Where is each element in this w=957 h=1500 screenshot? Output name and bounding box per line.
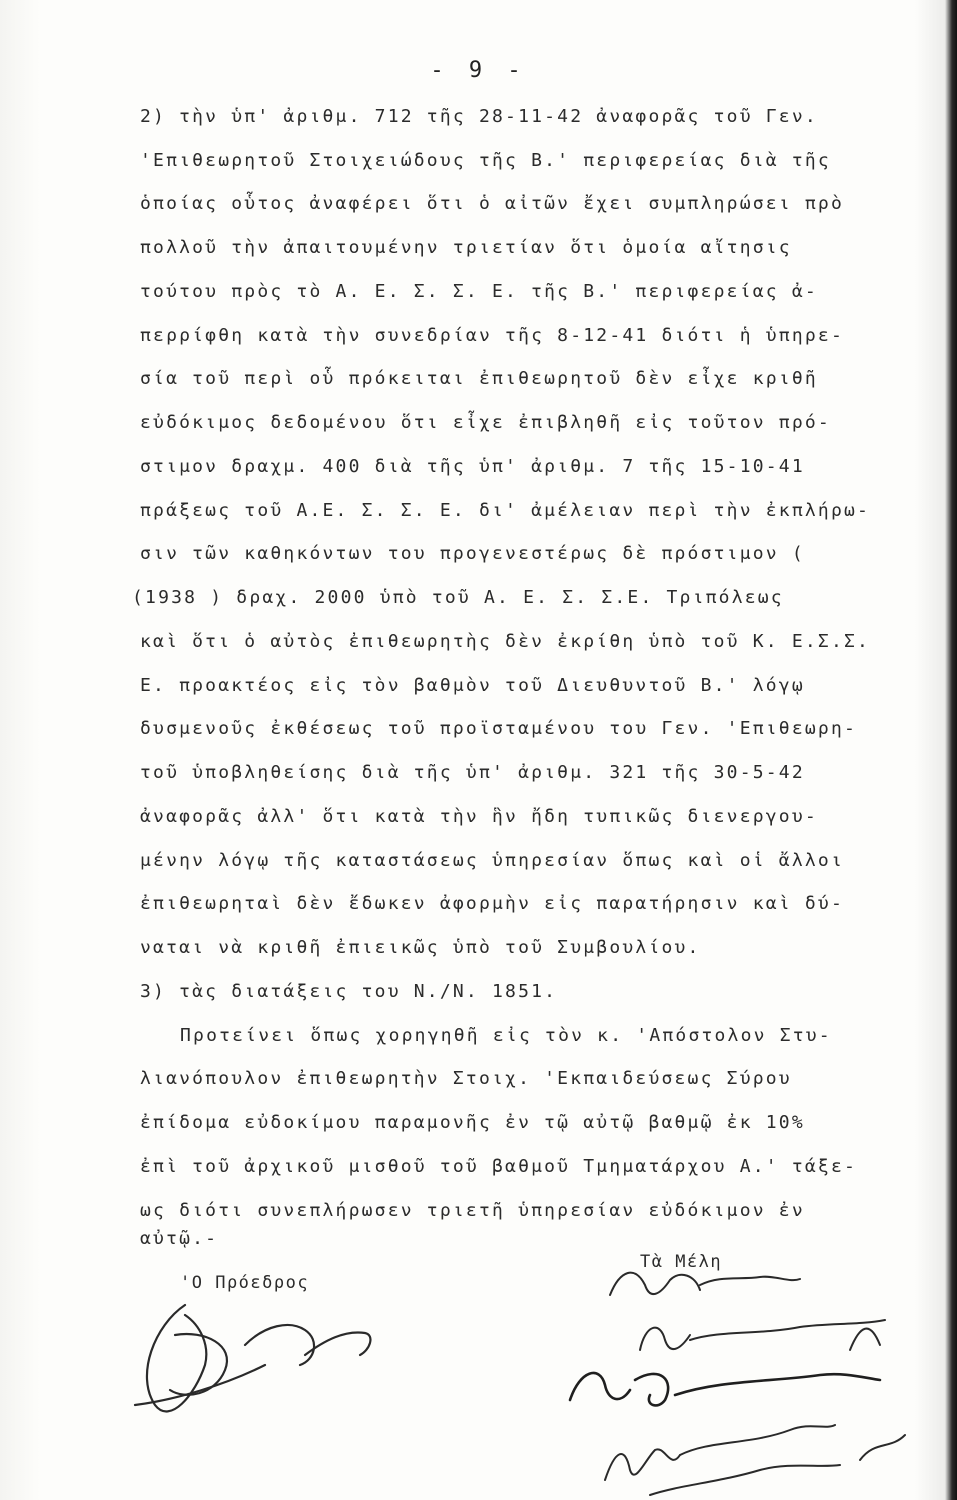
body-line: τούτου πρὸς τὸ Α. Ε. Σ. Σ. Ε. τῆς Β.' περιφερείας ἀ- (140, 281, 818, 302)
body-line: λιανόπουλον ἐπιθεωρητὴν Στοιχ. 'Εκπαιδεύσεως Σύρου (140, 1068, 792, 1089)
body-line: Προτείνει ὅπως χορηγηθῆ εἰς τὸν κ. 'Απόστολον Στυ- (180, 1025, 832, 1046)
body-line: καὶ ὅτι ὁ αὐτὸς ἐπιθεωρητὴς δὲν ἐκρίθη ὑπὸ τοῦ Κ. Ε.Σ.Σ. (140, 631, 871, 652)
body-line: ἐπίδομα εὐδοκίμου παραμονῆς ἐν τῷ αὐτῷ βαθμῷ ἐκ 10% (140, 1112, 805, 1133)
body-line: σιν τῶν καθηκόντων του προγενεστέρως δὲ πρόστιμον ( (140, 543, 805, 564)
body-line: πράξεως τοῦ Α.Ε. Σ. Σ. Ε. δι' ἀμέλειαν περὶ τὴν ἐκπλήρω- (140, 500, 871, 521)
body-line: στιμον δραχμ. 400 διὰ τῆς ὑπ' ἀριθμ. 7 τῆς 15-10-41 (140, 456, 805, 477)
body-line: περρίφθη κατὰ τὴν συνεδρίαν τῆς 8-12-41 διότι ἡ ὑπηρε- (140, 325, 844, 346)
body-line: εὐδόκιμος δεδομένου ὅτι εἶχε ἐπιβληθῆ εἰς τοῦτον πρό- (140, 412, 831, 433)
body-line: τοῦ ὑποβληθείσης διὰ τῆς ὑπ' ἀριθμ. 321 τῆς 30-5-42 (140, 762, 805, 783)
members-label: Τὰ Μέλη (640, 1252, 723, 1272)
body-line: (1938 ) δραχ. 2000 ὑπὸ τοῦ Α. Ε. Σ. Σ.Ε. Τριπόλεως (132, 587, 784, 608)
body-line: ἐπιθεωρηταὶ δὲν ἔδωκεν ἀφορμὴν εἰς παρατήρησιν καὶ δύ- (140, 893, 844, 914)
body-line: 2) τὴν ὑπ' ἀριθμ. 712 τῆς 28-11-42 ἀναφορᾶς τοῦ Γεν. (140, 106, 818, 127)
body-line: 3) τὰς διατάξεις του Ν./Ν. 1851. (140, 981, 558, 1002)
president-label: 'Ο Πρόεδρος (180, 1273, 310, 1293)
body-line: δυσμενοῦς ἐκθέσεως τοῦ προϊσταμένου του Γεν. 'Επιθεωρη- (140, 718, 858, 739)
body-line: ως διότι συνεπλήρωσεν τριετῆ ὑπηρεσίαν εὐδόκιμον ἐν (140, 1200, 805, 1221)
body-line: ὁποίας οὗτος ἀναφέρει ὅτι ὁ αἰτῶν ἔχει συμπληρώσει πρὸ (140, 193, 844, 214)
body-line: ναται νὰ κριθῆ ἐπιεικῶς ὑπὸ τοῦ Συμβουλίου. (140, 937, 701, 958)
body-line: Ε. προακτέος εἰς τὸν βαθμὸν τοῦ Διευθυντοῦ Β.' λόγῳ (140, 675, 805, 696)
body-line: ἐπὶ τοῦ ἀρχικοῦ μισθοῦ τοῦ βαθμοῦ Τμηματάρχου Α.' τάξε- (140, 1156, 858, 1177)
body-line: 'Επιθεωρητοῦ Στοιχειώδους τῆς Β.' περιφερείας διὰ τῆς (140, 150, 831, 171)
body-line: αὐτῷ.- (140, 1228, 219, 1249)
page-number: - 9 - (430, 58, 527, 83)
body-line: σία τοῦ περὶ οὗ πρόκειται ἐπιθεωρητοῦ δὲν εἶχε κριθῆ (140, 368, 818, 389)
faded-stamp (27, 1382, 209, 1458)
member-signature-4 (590, 1410, 930, 1500)
body-line: ἀναφορᾶς ἀλλ' ὅτι κατὰ τὴν ἣν ἤδη τυπικῶς διενεργου- (140, 806, 818, 827)
body-line: πολλοῦ τὴν ἀπαιτουμένην τριετίαν ὅτι ὁμοία αἴτησις (140, 237, 792, 258)
body-line: μένην λόγῳ τῆς καταστάσεως ὑπηρεσίαν ὅπως καὶ οἱ ἄλλοι (140, 850, 844, 871)
